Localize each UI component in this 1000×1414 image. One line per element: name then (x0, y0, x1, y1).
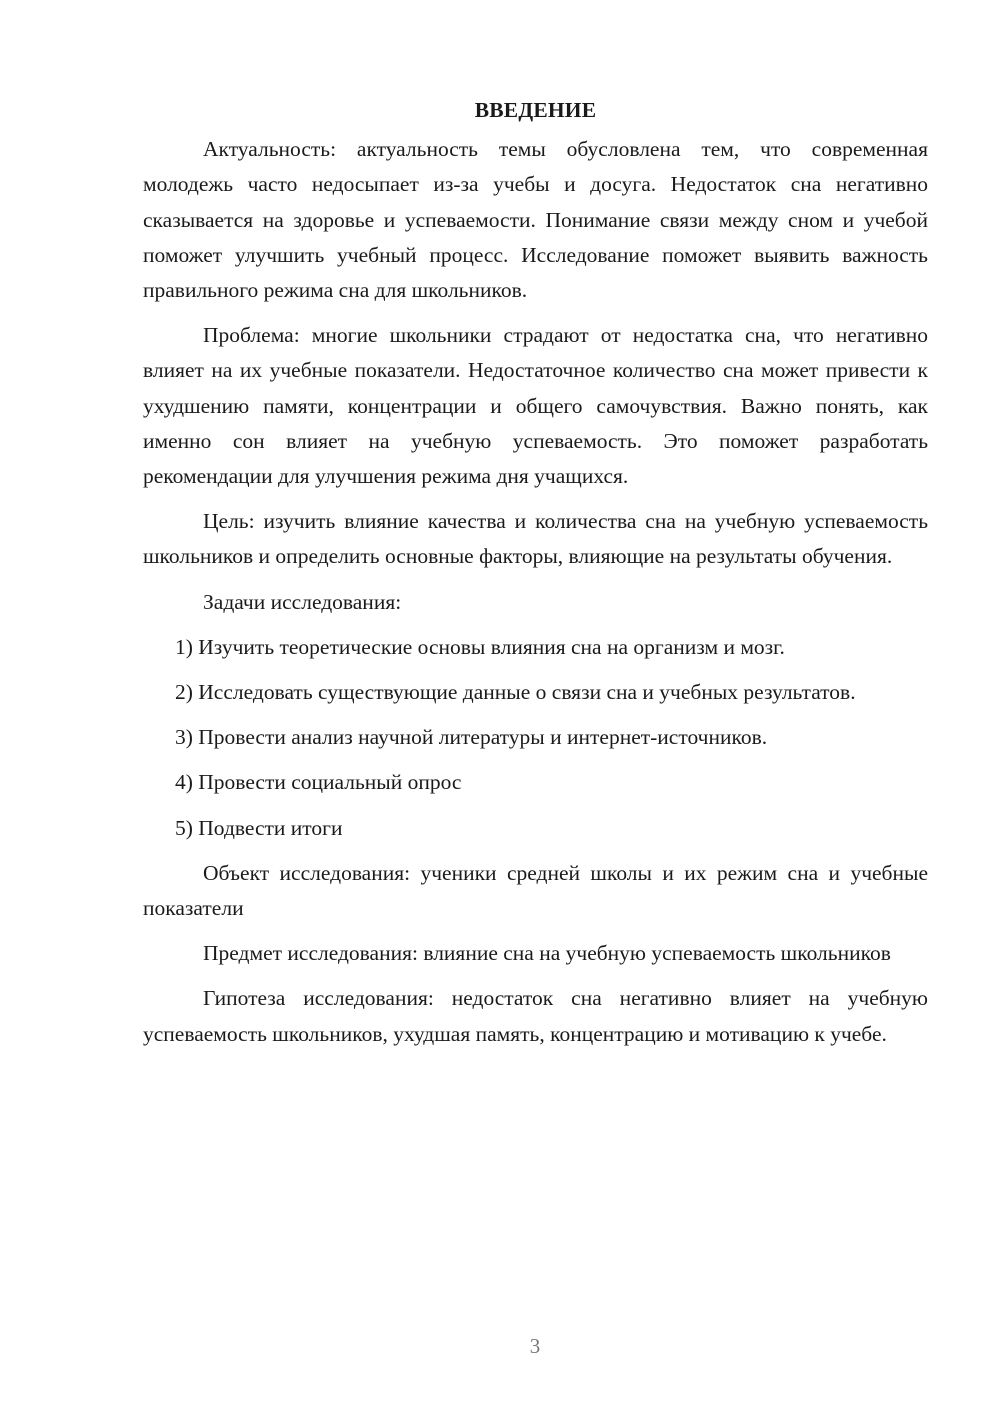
task-item-4: 4) Провести социальный опрос (175, 770, 462, 795)
page-number: 3 (529, 1334, 541, 1358)
goal-paragraph: Цель: изучить влияние качества и количества сна на учебную успеваемость школьников и определить основные факторы, влияющие на результаты обучения. (143, 509, 928, 569)
hypothesis-paragraph: Гипотеза исследования: недостаток сна негативно влияет на учебную успеваемость школьников, ухудшая память, концентрацию и мотивацию к учебе. (143, 986, 928, 1046)
tasks-heading: Задачи исследования: (203, 589, 402, 614)
problem-paragraph: Проблема: многие школьники страдают от недостатка сна, что негативно влияет на их учебные показатели. Недостаточное количество сна может привести к ухудшению памяти, концентрации и общего самочувствия. Важно понять, как именно сон влияет на учебную успеваемость. Это поможет разработать рекомендации для улучшения режима дня учащихся. (143, 323, 928, 489)
task-item-1: 1) Изучить теоретические основы влияния сна на организм и мозг. (175, 634, 785, 659)
task-item-5: 5) Подвести итоги (175, 815, 343, 840)
subject-paragraph: Предмет исследования: влияние сна на учебную успеваемость школьников (203, 941, 891, 966)
task-item-2: 2) Исследовать существующие данные о связи сна и учебных результатов. (175, 680, 856, 705)
task-item-3: 3) Провести анализ научной литературы и интернет-источников. (175, 725, 768, 750)
object-paragraph: Объект исследования: ученики средней школы и их режим сна и учебные показатели (143, 860, 928, 921)
page-title: ВВЕДЕНИЕ (474, 98, 597, 122)
document-page (143, 93, 928, 1062)
relevance-paragraph: Актуальность: актуальность темы обусловлена тем, что современная молодежь часто недосыпает из-за учебы и досуга. Недостаток сна негативно сказывается на здоровье и успеваемости. Понимание связи между сном и учебой поможет улучшить учебный процесс. Исследование поможет выявить важность правильного режима сна для школьников. (143, 137, 928, 303)
